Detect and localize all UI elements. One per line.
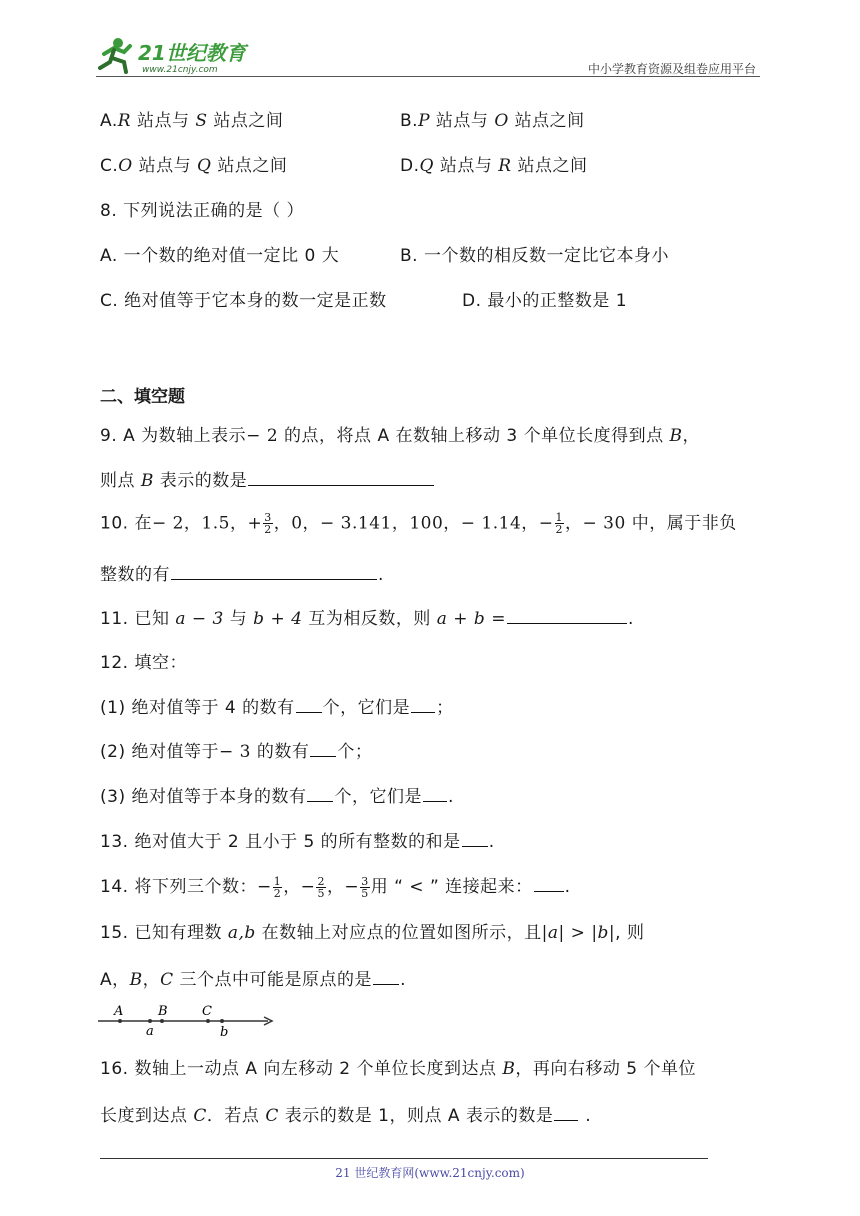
q11-line: 11. 已知 a − 3 与 b + 4 互为相反数，则 a + b = . bbox=[100, 609, 634, 629]
q10-line2: 整数的有 . bbox=[100, 565, 384, 585]
answer-blank[interactable] bbox=[307, 785, 333, 802]
fraction: $\frac{3}{2}$ bbox=[264, 511, 272, 536]
label-C: C bbox=[202, 1004, 212, 1019]
fraction: $\frac{3}{5}$ bbox=[361, 874, 369, 900]
label-A: A bbox=[114, 1004, 124, 1019]
header-divider bbox=[96, 76, 760, 77]
fraction: $\frac{2}{5}$ bbox=[317, 874, 325, 900]
q9-line2: 则点 B 表示的数是 bbox=[100, 469, 435, 492]
q8-option-b: B. 一个数的相反数一定比它本身小 bbox=[400, 246, 669, 266]
label-B: B bbox=[158, 1004, 168, 1019]
section-title: 二、填空题 bbox=[100, 387, 185, 407]
q12-part3: (3) 绝对值等于本身的数有 个，它们是 . bbox=[100, 787, 454, 807]
answer-blank[interactable] bbox=[310, 740, 336, 757]
fraction: $\frac{1}{2}$ bbox=[273, 874, 282, 900]
q7-option-a: A.R 站点与 S 站点之间 bbox=[100, 111, 284, 131]
q7-option-c: C.O 站点与 Q 站点之间 bbox=[100, 156, 288, 176]
number-line-figure bbox=[96, 1000, 280, 1040]
runner-logo-icon bbox=[96, 34, 266, 76]
q15-line1: 15. 已知有理数 a,b 在数轴上对应点的位置如图所示，且|a| > |b|, 则 bbox=[100, 923, 645, 943]
q8-stem: 8. 下列说法正确的是（ ） bbox=[100, 201, 305, 221]
q8-option-a: A. 一个数的绝对值一定比 0 大 bbox=[100, 246, 340, 266]
logo-url: www.21cnjy.com bbox=[142, 65, 218, 75]
answer-blank[interactable] bbox=[373, 968, 399, 985]
q15-line2: A，B，C 三个点中可能是原点的是 . bbox=[100, 970, 406, 990]
answer-blank[interactable] bbox=[296, 696, 322, 713]
footer-divider bbox=[100, 1158, 708, 1159]
answer-blank[interactable] bbox=[248, 469, 434, 486]
footer-text: 21 世纪教育网(www.21cnjy.com) bbox=[335, 1166, 525, 1180]
point-b bbox=[220, 1019, 224, 1023]
answer-blank[interactable] bbox=[171, 563, 377, 580]
q8-option-c: C. 绝对值等于它本身的数一定是正数 bbox=[100, 291, 387, 311]
label-b: b bbox=[220, 1025, 229, 1040]
answer-blank[interactable] bbox=[423, 785, 447, 802]
q12-stem: 12. 填空： bbox=[100, 653, 187, 673]
fraction: $\frac{1}{2}$ bbox=[555, 511, 564, 536]
q13-line: 13. 绝对值大于 2 且小于 5 的所有整数的和是 . bbox=[100, 832, 495, 852]
answer-blank[interactable] bbox=[534, 875, 564, 892]
q16-line1: 16. 数轴上一动点 A 向左移动 2 个单位长度到达点 B，再向右移动 5 个单位 bbox=[100, 1059, 697, 1079]
logo-text: 21世纪教育 bbox=[138, 41, 246, 65]
point-A bbox=[118, 1019, 122, 1023]
label-a: a bbox=[146, 1024, 154, 1039]
q8-option-d: D. 最小的正整数是 1 bbox=[462, 291, 628, 311]
point-C bbox=[206, 1019, 210, 1023]
q16-line2: 长度到达点 C．若点 C 表示的数是 1，则点 A 表示的数是 . bbox=[100, 1106, 592, 1126]
q14-line: 14. 将下列三个数：− $\frac{1}{2}$ ，− $\frac{2}{5}$ ，− $\frac{3}{5}$ 用 “ < ” 连接起来： . bbox=[100, 874, 571, 900]
q9-line1: 9. A 为数轴上表示− 2 的点，将点 A 在数轴上移动 3 个单位长度得到点 B， bbox=[100, 426, 701, 446]
answer-blank[interactable] bbox=[462, 830, 488, 847]
q12-part1: (1) 绝对值等于 4 的数有 个，它们是 ； bbox=[100, 698, 454, 718]
answer-blank[interactable] bbox=[554, 1104, 578, 1121]
q10-line1: 10. 在− 2，1.5，+ $\frac{3}{2}$ ，0，− 3.141，100，− 1.14，− $\frac{1}{2}$ ，− 30 中，属于非负 bbox=[100, 511, 737, 536]
answer-blank[interactable] bbox=[411, 696, 435, 713]
q7-option-b: B.P 站点与 O 站点之间 bbox=[400, 111, 585, 131]
q12-part2: (2) 绝对值等于− 3 的数有 个； bbox=[100, 742, 373, 762]
point-a bbox=[148, 1019, 152, 1023]
site-name: 中小学教育资源及组卷应用平台 bbox=[587, 62, 756, 76]
point-B bbox=[160, 1019, 164, 1023]
q7-option-d: D.Q 站点与 R 站点之间 bbox=[400, 156, 588, 176]
site-logo bbox=[96, 34, 266, 76]
answer-blank[interactable] bbox=[507, 607, 627, 624]
